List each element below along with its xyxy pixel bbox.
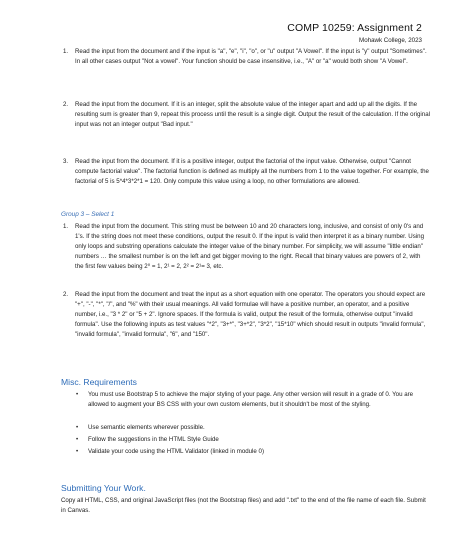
- item-number: 3.: [63, 158, 69, 165]
- item-number: 2.: [63, 291, 69, 298]
- submitting-heading: Submitting Your Work.: [61, 483, 146, 493]
- list-item: [63, 222, 430, 272]
- list-item: [63, 100, 430, 130]
- bullet-icon: •: [76, 424, 79, 431]
- bullet-text: Use semantic elements wherever possible.: [88, 424, 205, 431]
- item-text: Read the input from the document. If it is a positive integer, output the factorial of the input value. Otherwise, output "Cannot compute factorial value". The factorial function is defined as multiply all the numbers from 1 to the value together. For example, the factorial of 5 is 5*4*3*2*1 = 120. Only compute this value using a loop, no other formulations are allowed.: [75, 158, 429, 186]
- document-subtitle: Mohawk College, 2023: [359, 37, 422, 44]
- item-text: Read the input from the document. If it is an integer, split the absolute value of the integer apart and add up all the digits. If the resulting sum is greater than 9, repeat this process until the result is a single digit. Output the result of the calculation. If the original input was not an integer output "Bad input.": [75, 101, 430, 129]
- group-heading: Group 3 – Select 1: [61, 211, 115, 218]
- item-text: Read the input from the document. This string must be between 10 and 20 characters long, inclusive, and consist of only 0's and 1's. If the string does not meet these conditions, output the result 0. If the input is valid then interpret it as a binary number. Using only loops and substring operations calculate the integer value of the binary number. For simplicity, we will assume "little endian" numbers … the smallest number is on the left and get bigger moving to the right. Recall that binary values are powers of 2, with the first few values being 2⁰ = 1, 2¹ = 2, 2² = 2¹= 3, etc.: [75, 223, 424, 271]
- list-item: [63, 47, 430, 67]
- list-item: [63, 290, 430, 340]
- misc-requirements-heading: Misc. Requirements: [61, 377, 137, 387]
- bullet-icon: •: [76, 391, 79, 398]
- bullet-text: Validate your code using the HTML Validator (linked in module 0): [88, 448, 265, 455]
- bullet-item: [76, 447, 430, 457]
- item-number: 1.: [63, 48, 69, 55]
- bullet-icon: •: [76, 436, 79, 443]
- list-item: [63, 157, 430, 187]
- document-title: COMP 10259: Assignment 2: [287, 22, 422, 34]
- bullet-text: You must use Bootstrap 5 to achieve the major styling of your page. Any other version will result in a grade of 0. You are allowed to augment your BS CSS with your own custom elements, but it shouldn't be most of the styling.: [88, 391, 414, 409]
- bullet-text: Follow the suggestions in the HTML Style Guide: [88, 436, 219, 443]
- item-text: Read the input from the document and if the input is "a", "e", "i", "o", or "u" output "A Vowel". If the input is "y" output "Sometimes". In all other cases output "Not a vowel". Your function should be case insensitive, i.e., "A" or "a" would both show "A Vowel".: [75, 48, 427, 66]
- bullet-item: [76, 435, 430, 445]
- item-number: 2.: [63, 101, 69, 108]
- bullet-item: [76, 423, 430, 433]
- item-number: 1.: [63, 223, 69, 230]
- bullet-icon: •: [76, 448, 79, 455]
- item-text: Read the input from the document and treat the input as a short equation with one operator. The operators you should expect are "+", "-", "*", "/", and "%" with their usual meanings. All valid formulae will have a positive number, an operator, and a positive number, i.e., "3 * 2" or "5 + 2". Ignore spaces. If the formula is valid, output the result of the formula, otherwise output "invalid formula". Use the following inputs as test values "*2", "3+*", "3+*2", "3*2", "15*10" which should result in outputs "invalid formula", "invalid formula", "invalid formula", "6", and "150".: [75, 291, 426, 339]
- submitting-text: Copy all HTML, CSS, and original JavaScript files (not the Bootstrap files) and add ".txt" to the end of the file name of each file. Submit in Canvas.: [61, 497, 426, 515]
- bullet-item: [76, 390, 430, 410]
